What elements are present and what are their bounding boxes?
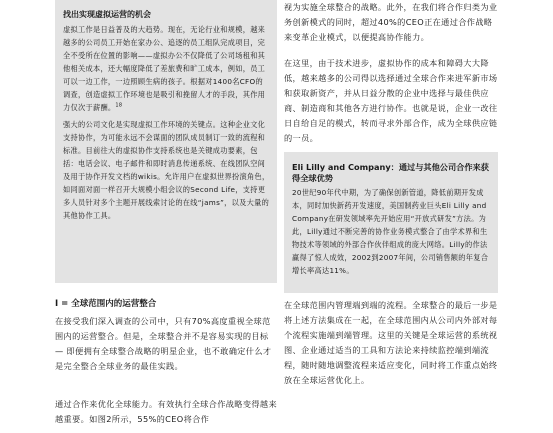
box-paragraph: 20世纪90年代中期，为了确保创新管道，降低前期开发成本，同时加快新药开发速度，美国制药业巨头Eli Lilly and Company在研发领域率先开始应用“开放式研发”方法。为此，Lilly通过不断完善的协作业务模式整合了由学术界和生物技术等领域的外部合作伙伴组成的庞大网络。Lilly的作法赢得了惊人成效，2002到2007年间，公司销售额的年复合增长率高达11%。 [292,188,489,275]
section-heading: I = 全球范围内的运营整合 [55,299,157,309]
box-paragraph-1-text: 虚拟工作是日益普及的大趋势。现在，无论行业和规模，越来越多的公司员工开始在家办公、追逐的员工组队完成项目，完全不受所在位置的影响——虚拟办公不仅降低了公司场租和其他相关成本，还大幅度降低了差旅费和旷工成本，例如，员工可以一边工作，一边照顾生病的孩子。根据对1400名CFO的调查，创造虚拟工作环境也是吸引和挽留人才的手段，其作用力仅次于薪酬。 [63,25,266,112]
sidebar-box-virtual-operations [55,0,277,283]
box-paragraph-2: 强大的公司文化是实现虚拟工作环境的关键点。这种企业文化支持协作，为可能永远不会谋面的团队成员制订一致的流程和标准。目前往大的虚拟协作支持系统也是关键成功要素，包括：电话会议、电子邮件和即时消息传递系统、在线团队空间及用于协作开发文档的wikis。允许用户在虚拟世界扮演角色，如同面对面一样召开大规模小组会议的Second Life，支持更多人员针对多个主题开展线索讨论的在线“jams”，以及大量的其他协作工具。 [63,120,270,220]
footnote-marker: 18 [115,102,123,109]
body-paragraph-left-2: 通过合作来优化全球能力。有效执行全球合作战略变得越来越重要。如图2所示，55%的CEO将合作 [55,399,277,424]
box-paragraph-1 [63,23,270,114]
body-paragraph-right-1: 视为实施全球整合的战略。此外，在我们将合作归类为业务创新模式的同时，超过40%的CEO正在通过合作战略来变革企业模式，以便提高协作能力。 [284,2,498,42]
body-paragraph-right-3: 在全球范围内管理端到端的流程。全球整合的最后一步是将上述方法集成在一起，在全球范围内从公司内外部对每个流程实施端到端管理。这里的关键是全球运营的系统视图、企业通过适当的工具和方法论来持续监控端到端流程，随时随地调整流程来适应变化，同时将工作重点始终放在全球运营优化上。 [284,300,498,385]
box-title: 找出实现虚拟运营的机会 [63,10,151,19]
sidebar-box-eli-lilly [284,152,498,293]
body-paragraph-right-2: 在这里，由于技术进步，虚拟协作的成本和障碍大大降低，越来越多的公司得以选择通过全球合作来进军新市场和获取新资产，并从日益分散的企业中选择与最佳供应商、制造商和其他各方进行协作。也就是说，企业一改往日自给自足的模式，转而寻求外部合作，成为全球供应链的一员。 [284,58,498,143]
box-title: Eli Lilly and Company：通过与其他公司合作来获得全球优势 [292,162,489,183]
body-paragraph-left-1: 在接受我们深入调查的公司中，只有70%高度重视全球范围内的运营整合。但是，全球整合并不是容易实现的目标 — 即便拥有全球整合战略的明星企业，也不敢确定什么才是完全整合全球业务的最佳实践。 [55,316,272,371]
